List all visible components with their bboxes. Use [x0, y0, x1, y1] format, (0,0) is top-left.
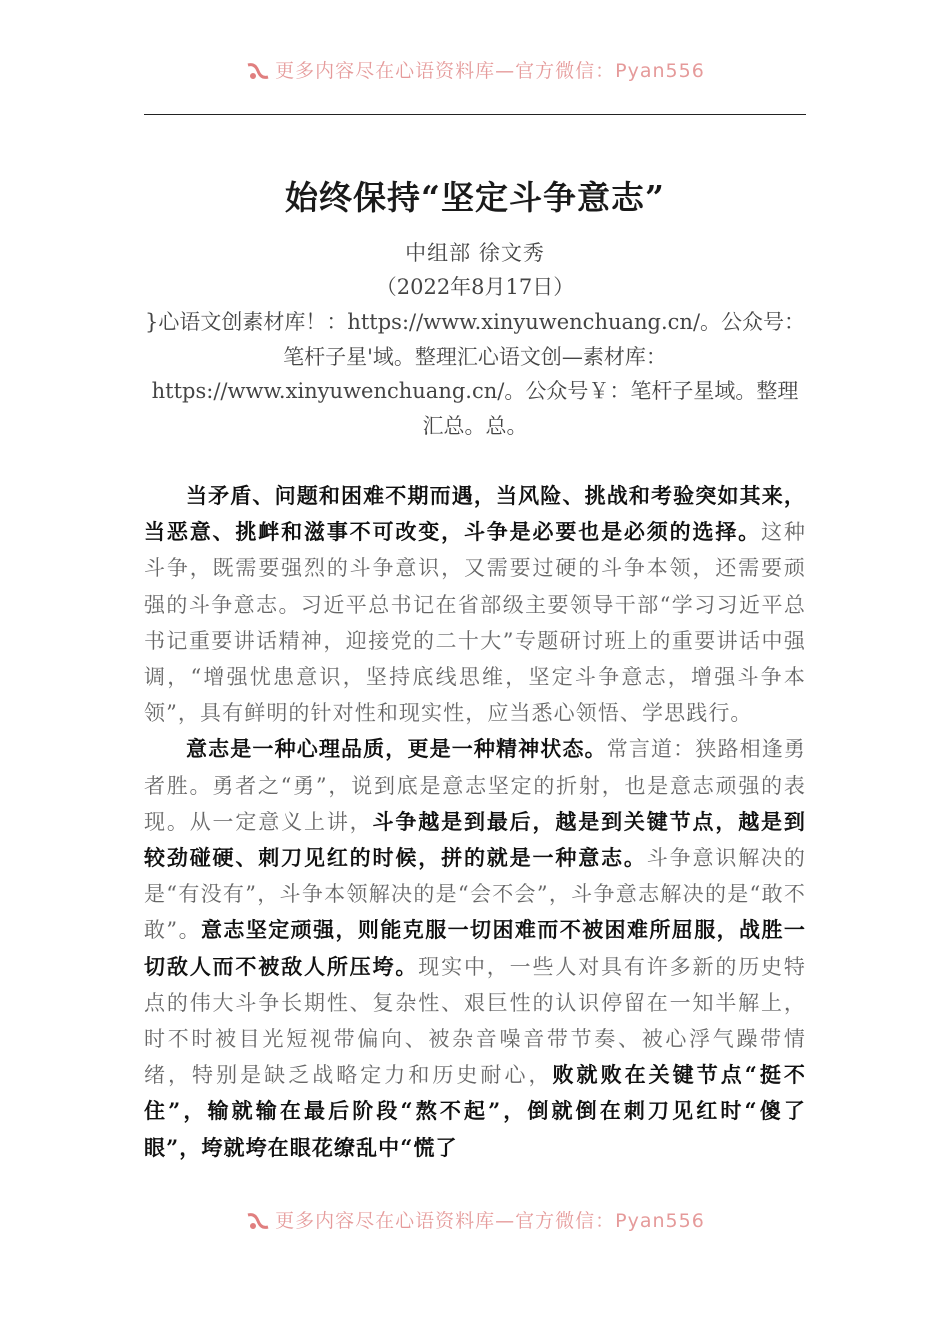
- author-line: 中组部 徐文秀: [405, 241, 545, 265]
- date-line: （2022年8月17日）: [375, 275, 575, 299]
- document-title: 始终保持“坚定斗争意志”: [285, 178, 665, 217]
- text-segment: 常言道：狭路相逢勇者胜。勇者之“勇”，说到底是意志坚定的折射，也是意志顽强的表现。从一定意义上讲，: [144, 737, 806, 834]
- text-segment: 这种斗争，既需要强烈的斗争意识，又需要过硬的斗争本领，还需要顽强的斗争意志。习近平总书记在省部级主要领导干部“学习习近平总书记重要讲话精神，迎接党的二十大”专题研讨班上的重要讲话中强调，“增强忧患意识，坚持底线思维，坚定斗争意志，增强斗争本领”，具有鲜明的针对性和现实性，应当悉心领悟、学思践行。: [144, 520, 807, 726]
- bold-segment: 意志坚定顽强，则能克服一切困难而不被困难所屈服，战胜一切敌人而不被敌人所压垮。: [144, 917, 806, 979]
- bold-segment: 意志是一种心理品质，更是一种精神状态。: [186, 736, 607, 762]
- watermark-text: 更多内容尽在心语资料库—官方微信：Pyan556: [275, 1210, 705, 1232]
- bold-segment: 当矛盾、问题和困难不期而遇，当风险、挑战和考验突如其来，当恶意、挑衅和滋事不可改变，斗争是必要也是必须的选择。: [144, 483, 806, 545]
- source-note: }心语文创素材库！：https://www.xinyuwenchuang.cn/。公众号：笔杆子星'域。整理汇心语文创—素材库：https://www.xinyuwenchuang.cn/。公众号￥：笔杆子星域。整理汇总。总。: [144, 310, 806, 438]
- watermark-text: 更多内容尽在心语资料库—官方微信：Pyan556: [275, 60, 705, 82]
- watermark-header: [0, 56, 950, 86]
- watermark-footer: [0, 1206, 950, 1236]
- bold-segment: 斗争越是到最后，越是到关键节点，越是到较劲碰硬、刺刀见红的时候，拼的就是一种意志。: [144, 808, 807, 871]
- paragraph-2: [144, 731, 806, 1165]
- text-segment: 斗争意识解决的是“有没有”，斗争本领解决的是“会不会”，斗争意志解决的是“敢不敢”。: [144, 846, 807, 943]
- watermark-logo-icon: [245, 1211, 271, 1233]
- watermark-logo-icon: [245, 61, 271, 83]
- header-rule: [144, 114, 806, 115]
- bold-segment: 败就败在关键节点“挺不住”，输就输在最后阶段“熬不起”，倒就倒在刺刀见红时“傻了眼”，垮就垮在眼花缭乱中“慌了: [144, 1062, 806, 1160]
- paragraph-1: [144, 478, 806, 731]
- document-body: [144, 478, 806, 1166]
- text-segment: 现实中，一些人对具有许多新的历史特点的伟大斗争长期性、复杂性、艰巨性的认识停留在一知半解上，时不时被目光短视带偏向、被杂音噪音带节奏、被心浮气躁带情绪，特别是缺乏战略定力和历史耐心，: [144, 954, 807, 1088]
